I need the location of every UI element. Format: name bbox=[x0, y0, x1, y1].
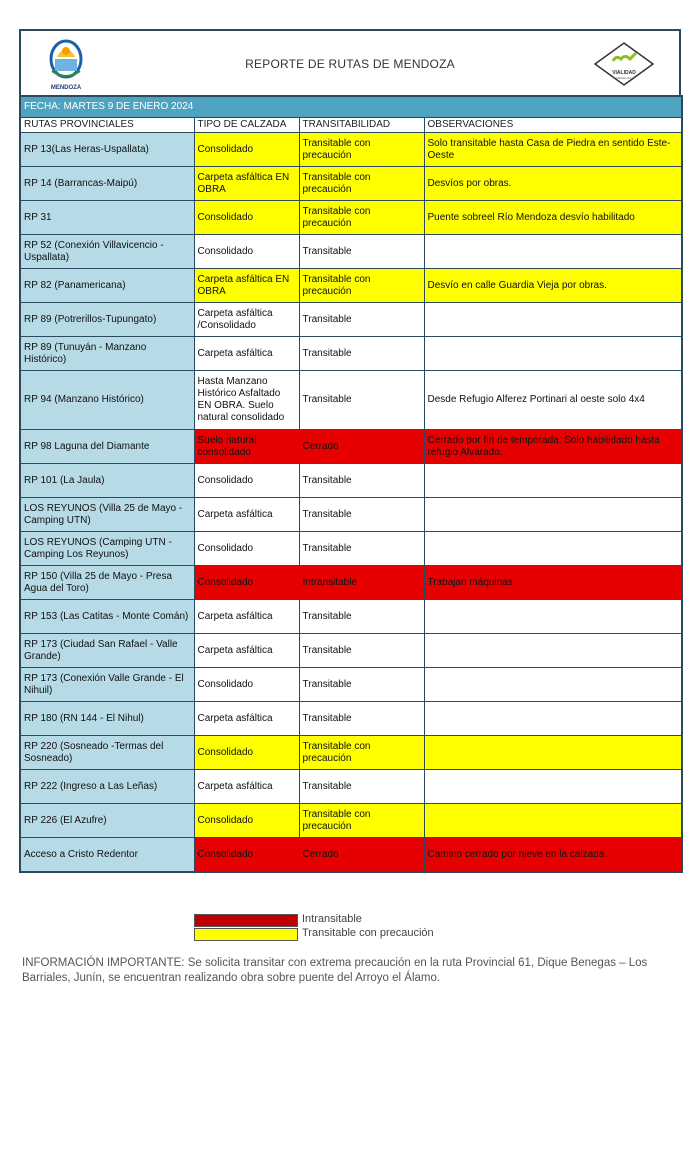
surface-type-cell: Consolidado bbox=[194, 668, 299, 702]
observations-cell bbox=[424, 736, 682, 770]
observations-cell bbox=[424, 235, 682, 269]
surface-type-cell: Carpeta asfáltica bbox=[194, 600, 299, 634]
important-info-note: INFORMACIÓN IMPORTANTE: Se solicita transitar con extrema precaución en la ruta Provincial 61, Dique Benegas – Los Barriales, Junín, se encuentran realizando obra sobre puente del Arroyo el Álamo. bbox=[22, 957, 648, 984]
transit-status-cell: Cerrado bbox=[299, 838, 424, 873]
surface-type-cell: Consolidado bbox=[194, 804, 299, 838]
table-row bbox=[20, 303, 682, 337]
transit-status-cell: Transitable bbox=[299, 600, 424, 634]
column-header-calzada: TIPO DE CALZADA bbox=[194, 118, 299, 133]
observations-cell: Desvíos por obras. bbox=[424, 167, 682, 201]
table-row bbox=[20, 235, 682, 269]
surface-type-cell: Carpeta asfáltica bbox=[194, 634, 299, 668]
surface-type-cell: Carpeta asfáltica bbox=[194, 337, 299, 371]
observations-cell bbox=[424, 770, 682, 804]
table-row bbox=[20, 736, 682, 770]
transit-status-cell: Transitable bbox=[299, 498, 424, 532]
observations-cell bbox=[424, 668, 682, 702]
table-row bbox=[20, 668, 682, 702]
route-name-cell: RP 153 (Las Catitas - Monte Comán) bbox=[20, 600, 194, 634]
route-name-cell: RP 180 (RN 144 - El Nihul) bbox=[20, 702, 194, 736]
observations-cell bbox=[424, 303, 682, 337]
transit-status-cell: Transitable bbox=[299, 770, 424, 804]
transit-status-cell: Transitable con precaución bbox=[299, 269, 424, 303]
column-header-rutas: RUTAS PROVINCIALES bbox=[20, 118, 194, 133]
table-row bbox=[20, 804, 682, 838]
right-logo-sub: MENDOZA bbox=[616, 76, 632, 80]
route-name-cell: LOS REYUNOS (Camping UTN - Camping Los Reyunos) bbox=[20, 532, 194, 566]
route-name-cell: RP 14 (Barrancas-Maipú) bbox=[20, 167, 194, 201]
transit-status-cell: Transitable bbox=[299, 337, 424, 371]
route-name-cell: RP 98 Laguna del Diamante bbox=[20, 430, 194, 464]
route-name-cell: RP 89 (Tunuyán - Manzano Histórico) bbox=[20, 337, 194, 371]
route-name-cell: RP 173 (Conexión Valle Grande - El Nihuil) bbox=[20, 668, 194, 702]
transit-status-cell: Transitable con precaución bbox=[299, 736, 424, 770]
surface-type-cell: Consolidado bbox=[194, 532, 299, 566]
right-logo-text: VIALIDAD bbox=[612, 70, 636, 76]
surface-type-cell: Consolidado bbox=[194, 566, 299, 600]
surface-type-cell: Consolidado bbox=[194, 736, 299, 770]
surface-type-cell: Consolidado bbox=[194, 201, 299, 235]
legend-swatch-yellow bbox=[194, 928, 298, 941]
left-logo-text: MENDOZA bbox=[50, 85, 82, 91]
surface-type-cell: Carpeta asfáltica EN OBRA bbox=[194, 269, 299, 303]
route-report bbox=[19, 29, 681, 873]
table-row bbox=[20, 498, 682, 532]
observations-cell: Trabajan máquinas bbox=[424, 566, 682, 600]
route-name-cell: RP 220 (Sosneado -Termas del Sosneado) bbox=[20, 736, 194, 770]
route-name-cell: RP 13(Las Heras-Uspallata) bbox=[20, 133, 194, 167]
table-row bbox=[20, 133, 682, 167]
observations-cell bbox=[424, 634, 682, 668]
surface-type-cell: Suelo natural consolidado bbox=[194, 430, 299, 464]
transit-status-cell: Transitable bbox=[299, 668, 424, 702]
table-row bbox=[20, 167, 682, 201]
table-row bbox=[20, 566, 682, 600]
transit-status-cell: Transitable bbox=[299, 303, 424, 337]
surface-type-cell: Hasta Manzano Histórico Asfaltado EN OBRA. Suelo natural consolidado bbox=[194, 371, 299, 430]
transit-status-cell: Cerrado bbox=[299, 430, 424, 464]
observations-cell bbox=[424, 600, 682, 634]
route-name-cell: RP 150 (Villa 25 de Mayo - Presa Agua del Toro) bbox=[20, 566, 194, 600]
observations-cell: Puente sobreel Río Mendoza desvío habilitado bbox=[424, 201, 682, 235]
transit-status-cell: Transitable bbox=[299, 532, 424, 566]
legend-label: Intransitable bbox=[302, 913, 362, 925]
surface-type-cell: Consolidado bbox=[194, 464, 299, 498]
surface-type-cell: Carpeta asfáltica /Consolidado bbox=[194, 303, 299, 337]
transit-status-cell: Transitable bbox=[299, 634, 424, 668]
report-header bbox=[19, 29, 681, 95]
transit-status-cell: Transitable con precaución bbox=[299, 167, 424, 201]
route-name-cell: RP 101 (La Jaula) bbox=[20, 464, 194, 498]
observations-cell: Desvío en calle Guardia Vieja por obras. bbox=[424, 269, 682, 303]
table-row bbox=[20, 838, 682, 873]
surface-type-cell: Consolidado bbox=[194, 133, 299, 167]
route-name-cell: RP 52 (Conexión Villavicencio - Uspallata) bbox=[20, 235, 194, 269]
transit-status-cell: Transitable bbox=[299, 464, 424, 498]
surface-type-cell: Consolidado bbox=[194, 235, 299, 269]
legend-label: Transitable con precaución bbox=[302, 927, 434, 939]
transit-status-cell: Transitable con precaución bbox=[299, 133, 424, 167]
observations-cell: Cerrado por fin de temporada. Solo habilidado hasta refugio Alvarado. bbox=[424, 430, 682, 464]
observations-cell: Desde Refugio Alferez Portinari al oeste solo 4x4 bbox=[424, 371, 682, 430]
route-name-cell: RP 222 (Ingreso a Las Leñas) bbox=[20, 770, 194, 804]
routes-table bbox=[19, 95, 683, 873]
surface-type-cell: Carpeta asfáltica bbox=[194, 770, 299, 804]
observations-cell bbox=[424, 804, 682, 838]
column-header-observaciones: OBSERVACIONES bbox=[424, 118, 682, 133]
table-row bbox=[20, 269, 682, 303]
transit-status-cell: Intransitable bbox=[299, 566, 424, 600]
surface-type-cell: Consolidado bbox=[194, 838, 299, 873]
route-name-cell: Acceso a Cristo Redentor bbox=[20, 838, 194, 873]
observations-cell bbox=[424, 464, 682, 498]
route-name-cell: RP 173 (Ciudad San Rafael - Valle Grande) bbox=[20, 634, 194, 668]
route-name-cell: RP 94 (Manzano Histórico) bbox=[20, 371, 194, 430]
route-name-cell: RP 31 bbox=[20, 201, 194, 235]
table-row bbox=[20, 371, 682, 430]
date-banner: FECHA: MARTES 9 DE ENERO 2024 bbox=[20, 96, 682, 118]
route-name-cell: RP 82 (Panamericana) bbox=[20, 269, 194, 303]
table-row bbox=[20, 201, 682, 235]
transit-status-cell: Transitable bbox=[299, 702, 424, 736]
table-row bbox=[20, 464, 682, 498]
table-row bbox=[20, 600, 682, 634]
observations-cell: Solo transitable hasta Casa de Piedra en sentido Este-Oeste bbox=[424, 133, 682, 167]
surface-type-cell: Carpeta asfáltica bbox=[194, 498, 299, 532]
observations-cell bbox=[424, 532, 682, 566]
legend-swatch-red bbox=[194, 914, 298, 927]
observations-cell bbox=[424, 337, 682, 371]
table-row bbox=[20, 532, 682, 566]
transit-status-cell: Transitable bbox=[299, 235, 424, 269]
observations-cell bbox=[424, 498, 682, 532]
transit-status-cell: Transitable con precaución bbox=[299, 804, 424, 838]
table-row bbox=[20, 770, 682, 804]
route-name-cell: RP 89 (Potrerillos-Tupungato) bbox=[20, 303, 194, 337]
observations-cell: Camino cerrado por nieve en la calzada. bbox=[424, 838, 682, 873]
surface-type-cell: Carpeta asfáltica EN OBRA bbox=[194, 167, 299, 201]
table-row bbox=[20, 337, 682, 371]
table-row bbox=[20, 430, 682, 464]
route-name-cell: RP 226 (El Azufre) bbox=[20, 804, 194, 838]
table-row bbox=[20, 702, 682, 736]
route-name-cell: LOS REYUNOS (Villa 25 de Mayo - Camping UTN) bbox=[20, 498, 194, 532]
surface-type-cell: Carpeta asfáltica bbox=[194, 702, 299, 736]
vialidad-logo-icon bbox=[593, 41, 655, 87]
transit-status-cell: Transitable con precaución bbox=[299, 201, 424, 235]
transit-status-cell: Transitable bbox=[299, 371, 424, 430]
table-row bbox=[20, 634, 682, 668]
column-header-transitabilidad: TRANSITABILIDAD bbox=[299, 118, 424, 133]
observations-cell bbox=[424, 702, 682, 736]
report-title: REPORTE DE RUTAS DE MENDOZA bbox=[245, 57, 455, 71]
